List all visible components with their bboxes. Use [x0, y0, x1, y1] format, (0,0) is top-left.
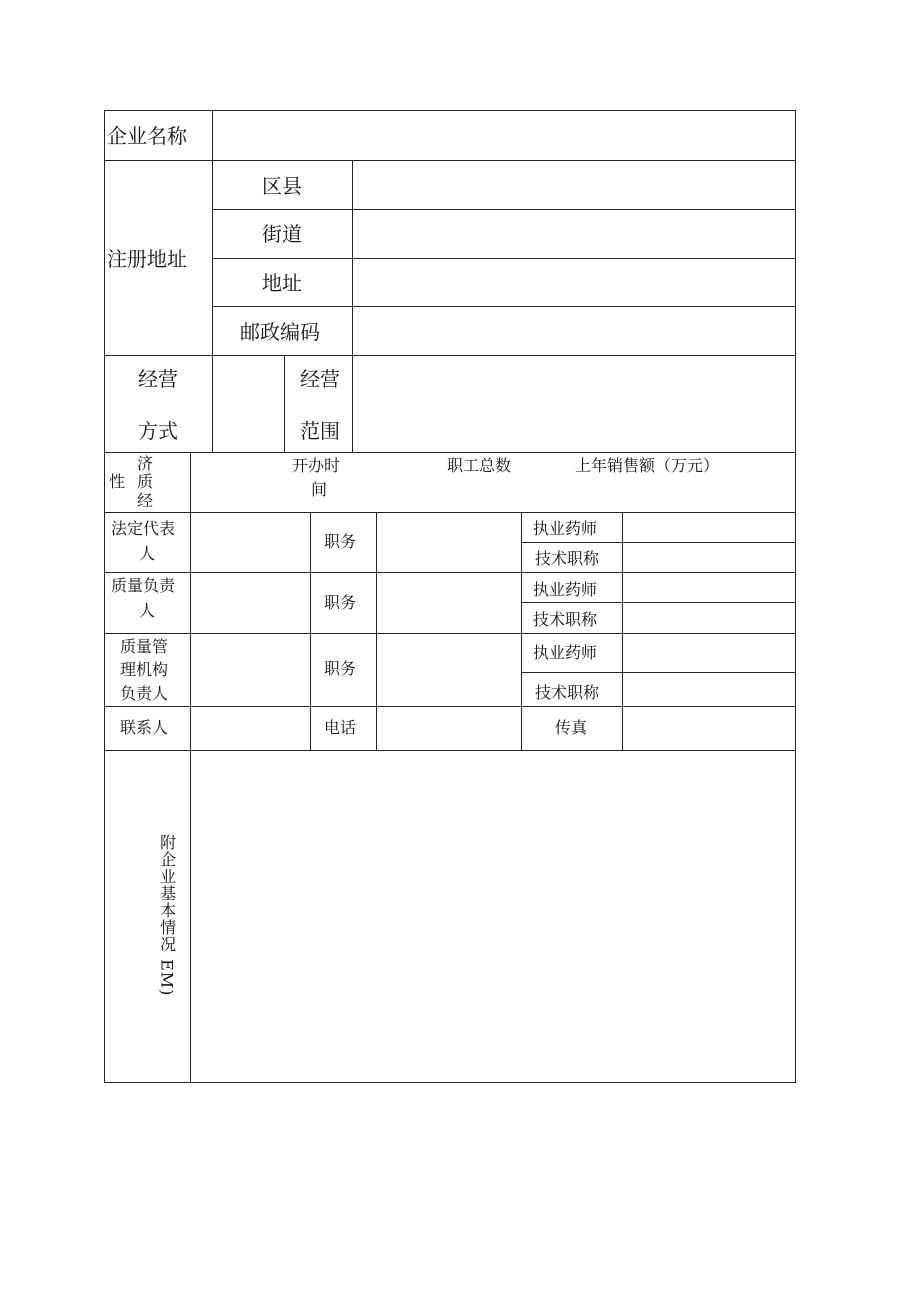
legal-rep-title-field[interactable]	[624, 544, 794, 571]
quality-head-pharmacist-field[interactable]	[624, 574, 794, 601]
quality-head-label-line2: 人	[139, 601, 156, 620]
opening-time-label-line2: 间	[311, 480, 328, 499]
rule	[104, 750, 796, 751]
rule	[622, 512, 623, 750]
rule	[352, 160, 353, 452]
quality-head-position-field[interactable]	[378, 574, 520, 632]
fax-field[interactable]	[624, 708, 794, 749]
rule	[212, 306, 796, 307]
opening-time-label-line1: 开办时	[292, 456, 341, 475]
street-label: 街道	[262, 222, 302, 246]
rule	[521, 542, 796, 543]
quality-head-field[interactable]	[192, 574, 309, 632]
reg-address-label: 注册地址	[107, 247, 187, 271]
company-name-field[interactable]	[214, 112, 794, 159]
qm-org-head-position-field[interactable]	[378, 635, 520, 705]
rule	[521, 602, 796, 603]
quality-head-position-label: 职务	[324, 593, 357, 612]
legal-rep-title-label: 技术职称	[535, 549, 600, 568]
rule	[212, 110, 213, 452]
economic-nature-char3: 质	[137, 472, 154, 491]
street-field[interactable]	[354, 211, 794, 257]
business-mode-field[interactable]	[214, 357, 283, 451]
district-field[interactable]	[354, 162, 794, 208]
economic-nature-char2: 性	[109, 472, 126, 491]
economic-nature-char4: 经	[137, 491, 154, 510]
rule	[104, 160, 796, 161]
rule	[310, 512, 311, 750]
rule	[104, 110, 796, 111]
phone-field[interactable]	[378, 708, 520, 749]
legal-rep-field[interactable]	[192, 514, 309, 571]
qm-org-head-label-line1: 质量管	[120, 637, 169, 656]
quality-head-pharmacist-label: 执业药师	[533, 580, 598, 599]
economic-nature-char1: 济	[137, 454, 154, 473]
attachment-area[interactable]	[192, 752, 794, 1081]
last-year-sales-label: 上年销售额（万元）	[575, 456, 720, 475]
contact-field[interactable]	[192, 708, 309, 749]
rule	[104, 452, 796, 453]
rule	[190, 452, 191, 1082]
address-field[interactable]	[354, 260, 794, 305]
rule	[376, 512, 377, 750]
quality-head-title-field[interactable]	[624, 604, 794, 632]
postal-code-field[interactable]	[354, 308, 794, 354]
rule	[104, 512, 796, 513]
qm-org-head-position-label: 职务	[324, 659, 357, 678]
attachment-label: 附企业基本情况 EM)	[157, 834, 177, 997]
rule	[795, 110, 796, 1083]
qm-org-head-field[interactable]	[192, 635, 309, 705]
quality-head-title-label: 技术职称	[533, 610, 598, 629]
rule	[521, 672, 796, 673]
quality-head-label-line1: 质量负责	[111, 576, 176, 595]
address-label: 地址	[262, 271, 302, 295]
postal-code-label: 邮政编码	[240, 320, 320, 344]
qm-org-head-title-field[interactable]	[624, 674, 794, 705]
legal-rep-position-label: 职务	[324, 532, 357, 551]
rule	[212, 209, 796, 210]
legal-rep-label-line2: 人	[139, 544, 156, 563]
rule	[521, 512, 522, 750]
staff-total-label: 职工总数	[447, 456, 512, 475]
legal-rep-pharmacist-field[interactable]	[624, 514, 794, 541]
company-name-label: 企业名称	[107, 124, 187, 148]
district-label: 区县	[262, 174, 302, 198]
business-mode-label-line2: 方式	[138, 419, 178, 443]
rule	[284, 355, 285, 452]
rule	[104, 110, 105, 1083]
business-scope-field[interactable]	[354, 357, 794, 451]
business-scope-label-line2: 范围	[300, 419, 340, 443]
legal-rep-pharmacist-label: 执业药师	[533, 519, 598, 538]
business-mode-label-line1: 经营	[138, 367, 178, 391]
rule	[104, 706, 796, 707]
rule	[212, 258, 796, 259]
qm-org-head-pharmacist-field[interactable]	[624, 635, 794, 671]
rule	[104, 1082, 796, 1083]
rule	[104, 572, 796, 573]
qm-org-head-label-line2: 理机构	[120, 660, 169, 679]
phone-label: 电话	[324, 718, 357, 737]
legal-rep-label-line1: 法定代表	[111, 519, 176, 538]
rule	[104, 633, 796, 634]
qm-org-head-pharmacist-label: 执业药师	[533, 643, 598, 662]
fax-label: 传真	[555, 718, 588, 737]
contact-label: 联系人	[120, 718, 169, 737]
qm-org-head-label-line3: 负责人	[120, 684, 169, 703]
legal-rep-position-field[interactable]	[378, 514, 520, 571]
qm-org-head-title-label: 技术职称	[535, 683, 600, 702]
rule	[104, 355, 796, 356]
business-scope-label-line1: 经营	[300, 367, 340, 391]
